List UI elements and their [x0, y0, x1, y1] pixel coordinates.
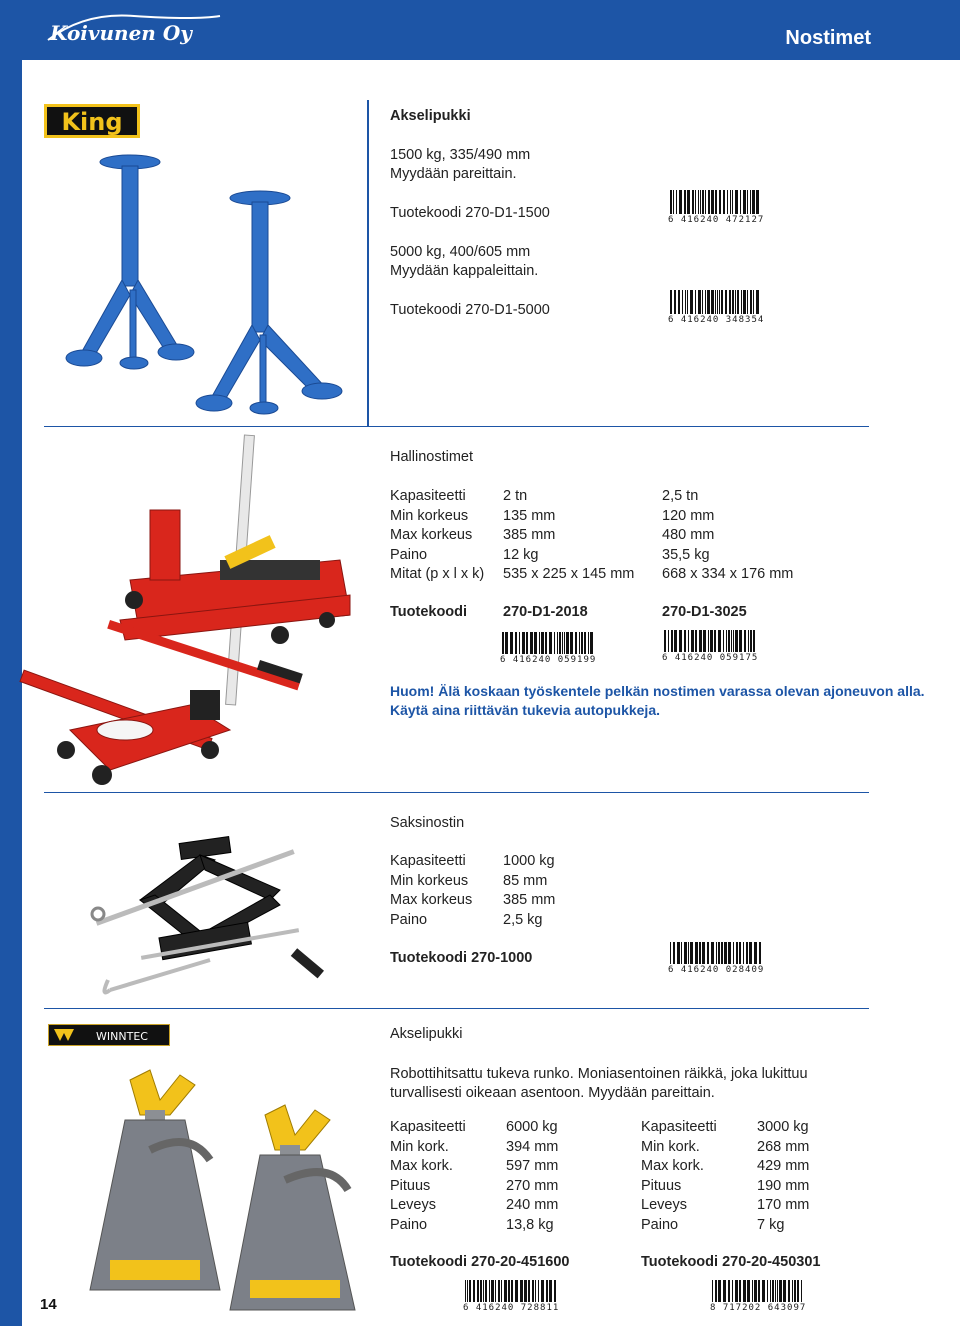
barcode-bars	[668, 190, 764, 214]
product-code: Tuotekoodi 270-20-450301	[641, 1254, 821, 1270]
king-logo	[44, 104, 140, 138]
spec-row	[390, 565, 793, 585]
spec-label: Min korkeus	[390, 507, 469, 524]
spec-row	[390, 891, 555, 911]
spec-row	[390, 872, 555, 892]
warning-text: Käytä aina riittävän tukevia autopukkeja.	[390, 702, 660, 718]
spec-row	[390, 1196, 558, 1216]
description: turvallisesti oikeaan asentoon. Myydään pareittain.	[390, 1085, 715, 1101]
section-title: Akselipukki	[390, 1026, 463, 1042]
spec-line: 5000 kg, 400/605 mm	[390, 244, 531, 260]
spec-row	[390, 1177, 558, 1197]
spec-value: 268 mm	[757, 1138, 810, 1155]
spec-line: Myydään pareittain.	[390, 166, 517, 182]
winntec-logo-text: WINNTEC	[96, 1030, 148, 1043]
spec-label: Leveys	[390, 1197, 436, 1213]
spec-label: Mitat (p x l x k)	[390, 566, 485, 582]
king-logo-text: King	[61, 108, 123, 136]
spec-label: Leveys	[641, 1197, 687, 1213]
spec-value: 597 mm	[506, 1158, 559, 1174]
spec-row	[641, 1138, 809, 1158]
barcode-number: 6 416240 059199	[500, 655, 597, 665]
section-title: Hallinostimet	[390, 449, 473, 465]
barcode-bars	[668, 942, 764, 964]
spec-row	[390, 852, 555, 872]
spec-label: Max kork.	[390, 1158, 453, 1174]
spec-row	[641, 1157, 809, 1177]
spec-value: 668 x 334 x 176 mm	[662, 566, 794, 582]
spec-value: 240 mm	[506, 1197, 559, 1213]
spec-label: Kapasiteetti	[390, 853, 466, 869]
barcode-number: 8 717202 643097	[710, 1303, 807, 1313]
spec-value: 35,5 kg	[662, 546, 710, 563]
spec-value: 2,5 kg	[503, 911, 543, 928]
spec-row	[641, 1118, 809, 1138]
spec-label: Paino	[390, 1216, 428, 1233]
spec-label: Min kork.	[390, 1138, 449, 1155]
spec-label: Paino	[390, 911, 428, 928]
product-code: 270-D1-3025	[662, 604, 747, 620]
description: Robottihitsattu tukeva runko. Moniasentoinen räikkä, joka lukittuu	[390, 1066, 808, 1082]
barcode	[668, 190, 764, 228]
spec-value: 85 mm	[503, 872, 548, 889]
spec-value: 429 mm	[757, 1158, 810, 1174]
barcode-bars	[662, 630, 758, 652]
spec-row	[641, 1196, 809, 1216]
barcode	[668, 290, 764, 328]
floor-jack-image	[50, 430, 370, 790]
barcode	[662, 630, 758, 668]
divider-horizontal	[44, 1008, 869, 1009]
spec-row	[390, 507, 793, 527]
scissor-jack-image	[80, 830, 330, 1000]
axle-stand-blue-image	[60, 150, 360, 420]
spec-value: 535 x 225 x 145 mm	[503, 566, 635, 582]
spec-value: 3000 kg	[757, 1119, 809, 1135]
spec-row	[390, 911, 555, 931]
section-title: Akselipukki	[390, 108, 471, 124]
product-code: Tuotekoodi 270-D1-5000	[390, 302, 550, 318]
spec-value: 13,8 kg	[506, 1216, 554, 1233]
spec-value: 120 mm	[662, 507, 715, 524]
spec-value: 2,5 tn	[662, 488, 699, 504]
barcode-number: 6 416240 059175	[662, 653, 759, 663]
product-code: Tuotekoodi 270-D1-1500	[390, 205, 550, 221]
spec-value: 7 kg	[757, 1216, 785, 1233]
jack-spec-table	[390, 487, 793, 585]
spec-value: 135 mm	[503, 507, 556, 524]
barcode	[668, 942, 764, 980]
spec-label: Max korkeus	[390, 892, 473, 908]
warning-text: Huom! Älä koskaan työskentele pelkän nostimen varassa olevan ajoneuvon alla.	[390, 683, 925, 699]
axle-stand-grey-image	[90, 1060, 360, 1315]
stand-spec-table-left	[390, 1118, 558, 1235]
scissor-spec-table	[390, 852, 555, 930]
product-code: Tuotekoodi 270-1000	[390, 950, 533, 966]
spec-row	[641, 1216, 809, 1236]
spec-row	[390, 1138, 558, 1158]
spec-row	[390, 1157, 558, 1177]
divider-horizontal	[44, 792, 869, 793]
page-number: 14	[40, 1296, 57, 1313]
spec-label: Min kork.	[641, 1138, 700, 1155]
spec-row	[390, 487, 793, 507]
barcode-bars	[500, 632, 596, 654]
stand-spec-table-right	[641, 1118, 809, 1235]
spec-value: 385 mm	[503, 892, 556, 908]
spec-value: 12 kg	[503, 546, 539, 563]
spec-label: Pituus	[641, 1177, 682, 1194]
spec-label: Paino	[390, 546, 428, 563]
barcode-bars	[463, 1280, 559, 1302]
spec-value: 2 tn	[503, 488, 528, 504]
barcode-bars	[710, 1280, 806, 1302]
page-title: Nostimet	[785, 27, 871, 49]
spec-label: Kapasiteetti	[641, 1119, 717, 1135]
barcode-number: 6 416240 728811	[463, 1303, 560, 1313]
spec-label: Max korkeus	[390, 527, 473, 543]
spec-value: 385 mm	[503, 527, 556, 543]
spec-label: Paino	[641, 1216, 679, 1233]
barcode-number: 6 416240 348354	[668, 315, 765, 325]
product-code: 270-D1-2018	[503, 604, 588, 620]
barcode-number: 6 416240 028409	[668, 965, 765, 975]
spec-value: 1000 kg	[503, 853, 555, 869]
product-code: Tuotekoodi 270-20-451600	[390, 1254, 570, 1270]
koivunen-logo	[44, 10, 224, 48]
spec-value: 190 mm	[757, 1177, 810, 1194]
spec-label: Kapasiteetti	[390, 1119, 466, 1135]
spec-value: 394 mm	[506, 1138, 559, 1155]
barcode-bars	[668, 290, 764, 314]
spec-row	[390, 1216, 558, 1236]
spec-row	[641, 1177, 809, 1197]
barcode	[463, 1280, 559, 1318]
barcode-number: 6 416240 472127	[668, 215, 765, 225]
spec-label: Min korkeus	[390, 872, 469, 889]
winntec-logo	[48, 1024, 170, 1046]
spec-line: 1500 kg, 335/490 mm	[390, 147, 531, 163]
spec-value: 480 mm	[662, 527, 715, 543]
section-title: Saksinostin	[390, 815, 465, 831]
barcode	[710, 1280, 806, 1318]
spec-value: 6000 kg	[506, 1119, 558, 1135]
spec-label: Pituus	[390, 1177, 431, 1194]
spec-row	[390, 546, 793, 566]
spec-value: 270 mm	[506, 1177, 559, 1194]
side-bar	[0, 60, 22, 1326]
spec-line: Myydään kappaleittain.	[390, 263, 539, 279]
spec-value: 170 mm	[757, 1197, 810, 1213]
brand-text: Koivunen Oy	[50, 21, 192, 45]
product-code-label: Tuotekoodi	[390, 604, 468, 620]
divider-horizontal	[44, 426, 869, 427]
spec-row	[390, 526, 793, 546]
divider-vertical	[367, 100, 369, 426]
spec-label: Max kork.	[641, 1158, 704, 1174]
barcode	[500, 632, 596, 670]
spec-row	[390, 1118, 558, 1138]
spec-label: Kapasiteetti	[390, 488, 466, 504]
